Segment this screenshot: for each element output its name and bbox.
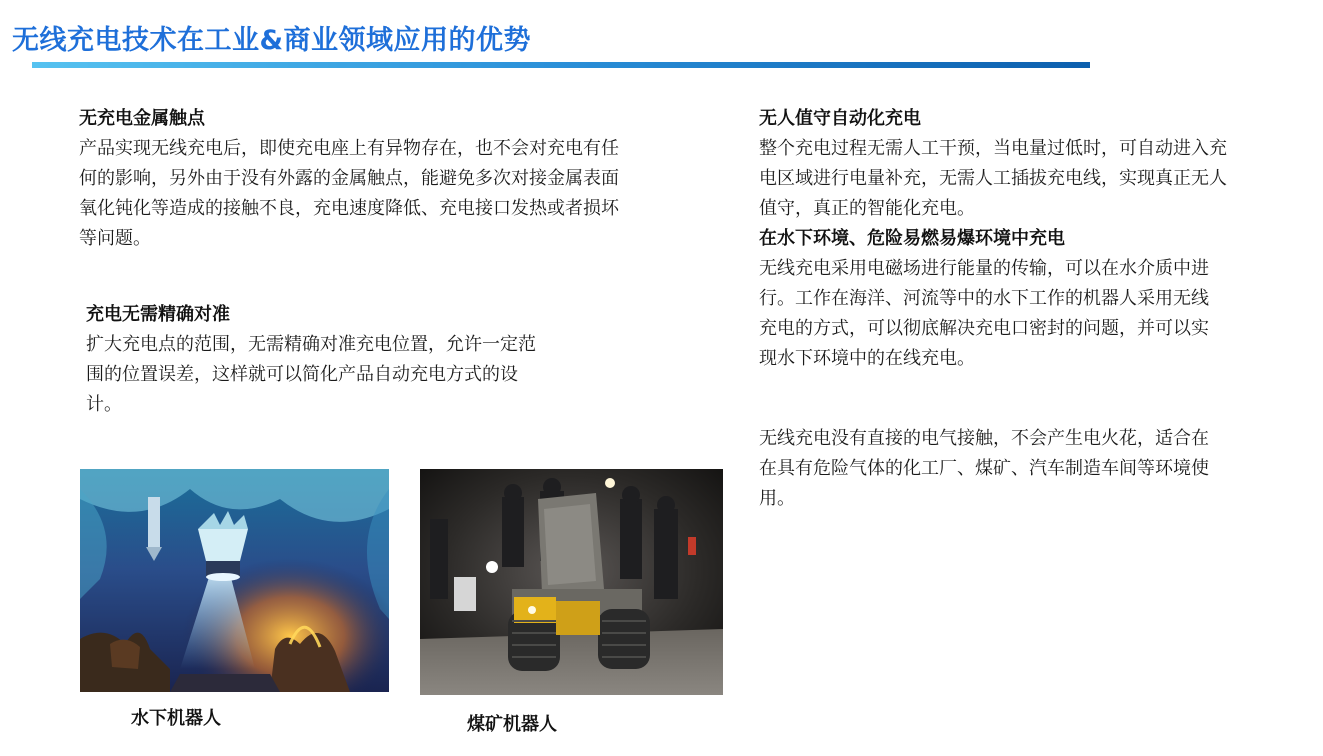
section-heading: 无充电金属触点: [79, 108, 205, 129]
section-body: 无线充电没有直接的电气接触，不会产生电火花，适合在在具有危险气体的化工厂、煤矿、汽车制造车间等环境使用。: [759, 428, 1209, 509]
section-no-precise-alignment: [86, 300, 546, 420]
mining-robot-photo: [420, 469, 723, 695]
section-no-spark: [759, 424, 1219, 514]
section-heading: 在水下环境、危险易燃易爆环境中充电: [759, 228, 1065, 249]
section-body: 扩大充电点的范围，无需精确对准充电位置，允许一定范围的位置误差，这样就可以简化产品自动充电方式的设计。: [86, 334, 536, 415]
section-hazardous-environment: [759, 224, 1219, 374]
section-heading: 充电无需精确对准: [86, 304, 230, 325]
page-title: 无线充电技术在工业&商业领域应用的优势: [12, 25, 532, 56]
section-heading: 无人值守自动化充电: [759, 108, 921, 129]
mining-robot-caption: 煤矿机器人: [467, 714, 557, 735]
section-no-metal-contact: [79, 104, 619, 254]
underwater-robot-caption: 水下机器人: [131, 708, 221, 729]
title-underline: [32, 62, 1090, 68]
section-body: 产品实现无线充电后，即使充电座上有异物存在，也不会对充电有任何的影响，另外由于没有外露的金属触点，能避免多次对接金属表面氧化钝化等造成的接触不良，充电速度降低、充电接口发热或者损坏等问题。: [79, 138, 619, 249]
section-unattended-charging: [759, 104, 1239, 224]
section-body: 无线充电采用电磁场进行能量的传输，可以在水介质中进行。工作在海洋、河流等中的水下工作的机器人采用无线充电的方式，可以彻底解决充电口密封的问题，并可以实现水下环境中的在线充电。: [759, 258, 1209, 369]
section-body: 整个充电过程无需人工干预，当电量过低时，可自动进入充电区域进行电量补充，无需人工插拔充电线，实现真正无人值守，真正的智能化充电。: [759, 138, 1227, 219]
underwater-robot-photo: [80, 469, 389, 692]
